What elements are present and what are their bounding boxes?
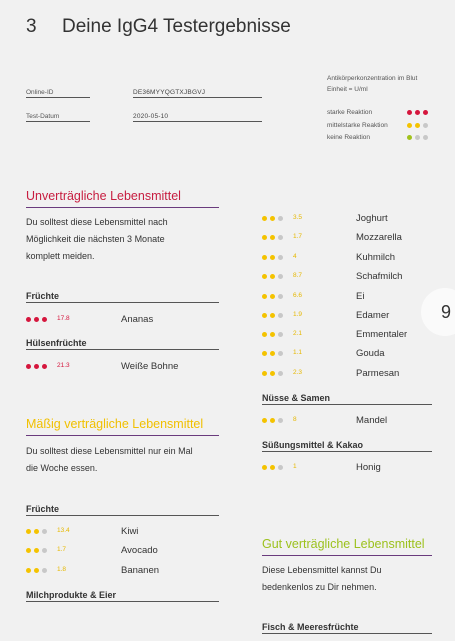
- dot-icon: [262, 294, 267, 299]
- section-divider: [262, 555, 432, 556]
- result-row: [26, 314, 219, 326]
- section-divider: [26, 207, 219, 208]
- dot-icon: [278, 313, 283, 318]
- result-row: [26, 526, 219, 538]
- dot-icon: [262, 274, 267, 279]
- result-row: [262, 232, 432, 244]
- category-title: Fisch & Meeresfrüchte: [262, 622, 359, 632]
- section-divider: [26, 435, 219, 436]
- food-name: Ei: [356, 291, 365, 302]
- section-text-line: Du solltest diese Lebensmittel nach: [26, 217, 168, 227]
- category-title: Milchprodukte & Eier: [26, 590, 117, 600]
- category-title: Hülsenfrüchte: [26, 338, 87, 348]
- result-row: [262, 291, 432, 303]
- dot-icon: [270, 465, 275, 470]
- result-value: 8.7: [293, 272, 303, 279]
- food-name: Mandel: [356, 415, 388, 426]
- dot-icon: [423, 110, 428, 115]
- food-name: Kuhmilch: [356, 252, 396, 263]
- level-dots: [262, 418, 283, 423]
- legend-medium-label: mittelstarke Reaktion: [327, 122, 388, 129]
- dot-icon: [34, 364, 39, 369]
- level-dots: [26, 317, 47, 322]
- page-number: 9: [441, 302, 452, 322]
- dot-icon: [262, 332, 267, 337]
- section-title-gut: Gut verträgliche Lebensmittel: [262, 537, 425, 551]
- level-dots: [262, 313, 283, 318]
- dot-icon: [26, 364, 31, 369]
- result-value: 17.8: [57, 315, 70, 322]
- result-value: 1.9: [293, 311, 303, 318]
- dot-icon: [423, 135, 428, 140]
- result-value: 1.8: [57, 566, 67, 573]
- result-value: 6.6: [293, 292, 303, 299]
- food-name: Emmentaler: [356, 329, 408, 340]
- result-row: [262, 415, 432, 427]
- dot-icon: [26, 529, 31, 534]
- food-name: Mozzarella: [356, 232, 402, 243]
- dot-icon: [262, 351, 267, 356]
- food-name: Parmesan: [356, 368, 400, 379]
- level-dots: [26, 548, 47, 553]
- dot-icon: [270, 255, 275, 260]
- legend-unit: Einheit = U/ml: [327, 86, 368, 93]
- level-dots: [26, 364, 47, 369]
- online-id-value: DE36MYYQGTXJBGVJ: [133, 89, 206, 96]
- section-title-maessig: Mäßig verträgliche Lebensmittel: [26, 417, 204, 431]
- dot-icon: [407, 110, 412, 115]
- level-dots: [26, 529, 47, 534]
- category-divider: [26, 601, 219, 602]
- dot-icon: [415, 123, 420, 128]
- section-text-line: bedenkenlos zu Dir nehmen.: [262, 582, 377, 592]
- category-divider: [262, 451, 432, 452]
- test-date-value-line: [133, 121, 262, 122]
- level-dots: [262, 351, 283, 356]
- category-divider: [26, 302, 219, 303]
- level-dots: [262, 465, 283, 470]
- result-row: [262, 462, 432, 474]
- dot-icon: [262, 235, 267, 240]
- category-divider: [26, 349, 219, 350]
- dot-icon: [26, 317, 31, 322]
- food-name: Kiwi: [121, 526, 139, 537]
- dot-icon: [270, 216, 275, 221]
- result-row: [262, 252, 432, 264]
- dot-icon: [42, 568, 47, 573]
- dot-icon: [262, 465, 267, 470]
- dot-icon: [34, 548, 39, 553]
- legend-strong-dots: [407, 110, 428, 115]
- result-value: 1.7: [57, 546, 67, 553]
- dot-icon: [278, 216, 283, 221]
- food-name: Avocado: [121, 545, 158, 556]
- dot-icon: [270, 313, 275, 318]
- dot-icon: [262, 313, 267, 318]
- dot-icon: [42, 548, 47, 553]
- level-dots: [262, 332, 283, 337]
- result-row: [262, 348, 432, 360]
- level-dots: [262, 235, 283, 240]
- legend-title: Antikörperkonzentration im Blut: [327, 75, 418, 82]
- dot-icon: [34, 317, 39, 322]
- category-title: Süßungsmittel & Kakao: [262, 440, 364, 450]
- level-dots: [262, 294, 283, 299]
- category-title: Nüsse & Samen: [262, 393, 331, 403]
- result-value: 1.7: [293, 233, 303, 240]
- result-row: [262, 213, 432, 225]
- dot-icon: [270, 371, 275, 376]
- result-row: [26, 361, 219, 373]
- result-row: [262, 271, 432, 283]
- food-name: Schafmilch: [356, 271, 403, 282]
- dot-icon: [278, 294, 283, 299]
- level-dots: [262, 255, 283, 260]
- food-name: Honig: [356, 462, 381, 473]
- result-value: 2.3: [293, 369, 303, 376]
- dot-icon: [42, 364, 47, 369]
- section-text-line: Diese Lebensmittel kannst Du: [262, 565, 382, 575]
- dot-icon: [42, 317, 47, 322]
- page-title: Deine IgG4 Testergebnisse: [62, 16, 291, 37]
- dot-icon: [26, 568, 31, 573]
- food-name: Ananas: [121, 314, 154, 325]
- food-name: Gouda: [356, 348, 385, 359]
- dot-icon: [423, 123, 428, 128]
- result-row: [26, 545, 219, 557]
- test-date-value: 2020-05-10: [133, 113, 169, 120]
- dot-icon: [262, 216, 267, 221]
- legend-none-label: keine Reaktion: [327, 134, 370, 141]
- dot-icon: [262, 418, 267, 423]
- dot-icon: [270, 332, 275, 337]
- dot-icon: [270, 351, 275, 356]
- dot-icon: [26, 548, 31, 553]
- category-title: Früchte: [26, 291, 60, 301]
- dot-icon: [278, 371, 283, 376]
- level-dots: [262, 274, 283, 279]
- dot-icon: [262, 371, 267, 376]
- dot-icon: [278, 274, 283, 279]
- online-id-label-line: [26, 97, 90, 98]
- result-value: 21.3: [57, 362, 70, 369]
- food-name: Edamer: [356, 310, 390, 321]
- dot-icon: [415, 110, 420, 115]
- dot-icon: [262, 255, 267, 260]
- dot-icon: [270, 274, 275, 279]
- result-value: 3.5: [293, 214, 303, 221]
- level-dots: [262, 371, 283, 376]
- section-number: 3: [26, 16, 37, 37]
- dot-icon: [407, 123, 412, 128]
- result-value: 2.1: [293, 330, 303, 337]
- legend-strong-label: starke Reaktion: [327, 109, 373, 116]
- section-title-unvertraeglich: Unverträgliche Lebensmittel: [26, 189, 181, 203]
- result-value: 1: [293, 463, 297, 470]
- dot-icon: [278, 351, 283, 356]
- test-date-label-line: [26, 121, 90, 122]
- category-title: Früchte: [26, 504, 60, 514]
- legend-medium-dots: [407, 123, 428, 128]
- dot-icon: [278, 332, 283, 337]
- dot-icon: [270, 294, 275, 299]
- online-id-label: Online-ID: [26, 89, 54, 96]
- dot-icon: [42, 529, 47, 534]
- section-text-line: Du solltest diese Lebensmittel nur ein Mal: [26, 446, 193, 456]
- section-text-line: die Woche essen.: [26, 463, 98, 473]
- result-row: [262, 368, 432, 380]
- section-text-line: Möglichkeit die nächsten 3 Monate: [26, 234, 165, 244]
- level-dots: [26, 568, 47, 573]
- dot-icon: [415, 135, 420, 140]
- dot-icon: [270, 418, 275, 423]
- food-name: Bananen: [121, 565, 160, 576]
- dot-icon: [34, 568, 39, 573]
- dot-icon: [278, 418, 283, 423]
- level-dots: [262, 216, 283, 221]
- result-value: 8: [293, 416, 297, 423]
- dot-icon: [407, 135, 412, 140]
- result-row: [262, 329, 432, 341]
- result-value: 13.4: [57, 527, 70, 534]
- result-value: 4: [293, 253, 297, 260]
- dot-icon: [278, 255, 283, 260]
- category-divider: [26, 515, 219, 516]
- dot-icon: [278, 235, 283, 240]
- food-name: Weiße Bohne: [121, 361, 179, 372]
- online-id-value-line: [133, 97, 262, 98]
- result-row: [262, 310, 432, 322]
- category-divider: [262, 633, 432, 634]
- food-name: Joghurt: [356, 213, 388, 224]
- test-date-label: Test-Datum: [26, 113, 60, 120]
- dot-icon: [278, 465, 283, 470]
- result-value: 1.1: [293, 349, 303, 356]
- legend-none-dots: [407, 135, 428, 140]
- category-divider: [262, 404, 432, 405]
- dot-icon: [270, 235, 275, 240]
- dot-icon: [34, 529, 39, 534]
- section-text-line: komplett meiden.: [26, 251, 95, 261]
- result-row: [26, 565, 219, 577]
